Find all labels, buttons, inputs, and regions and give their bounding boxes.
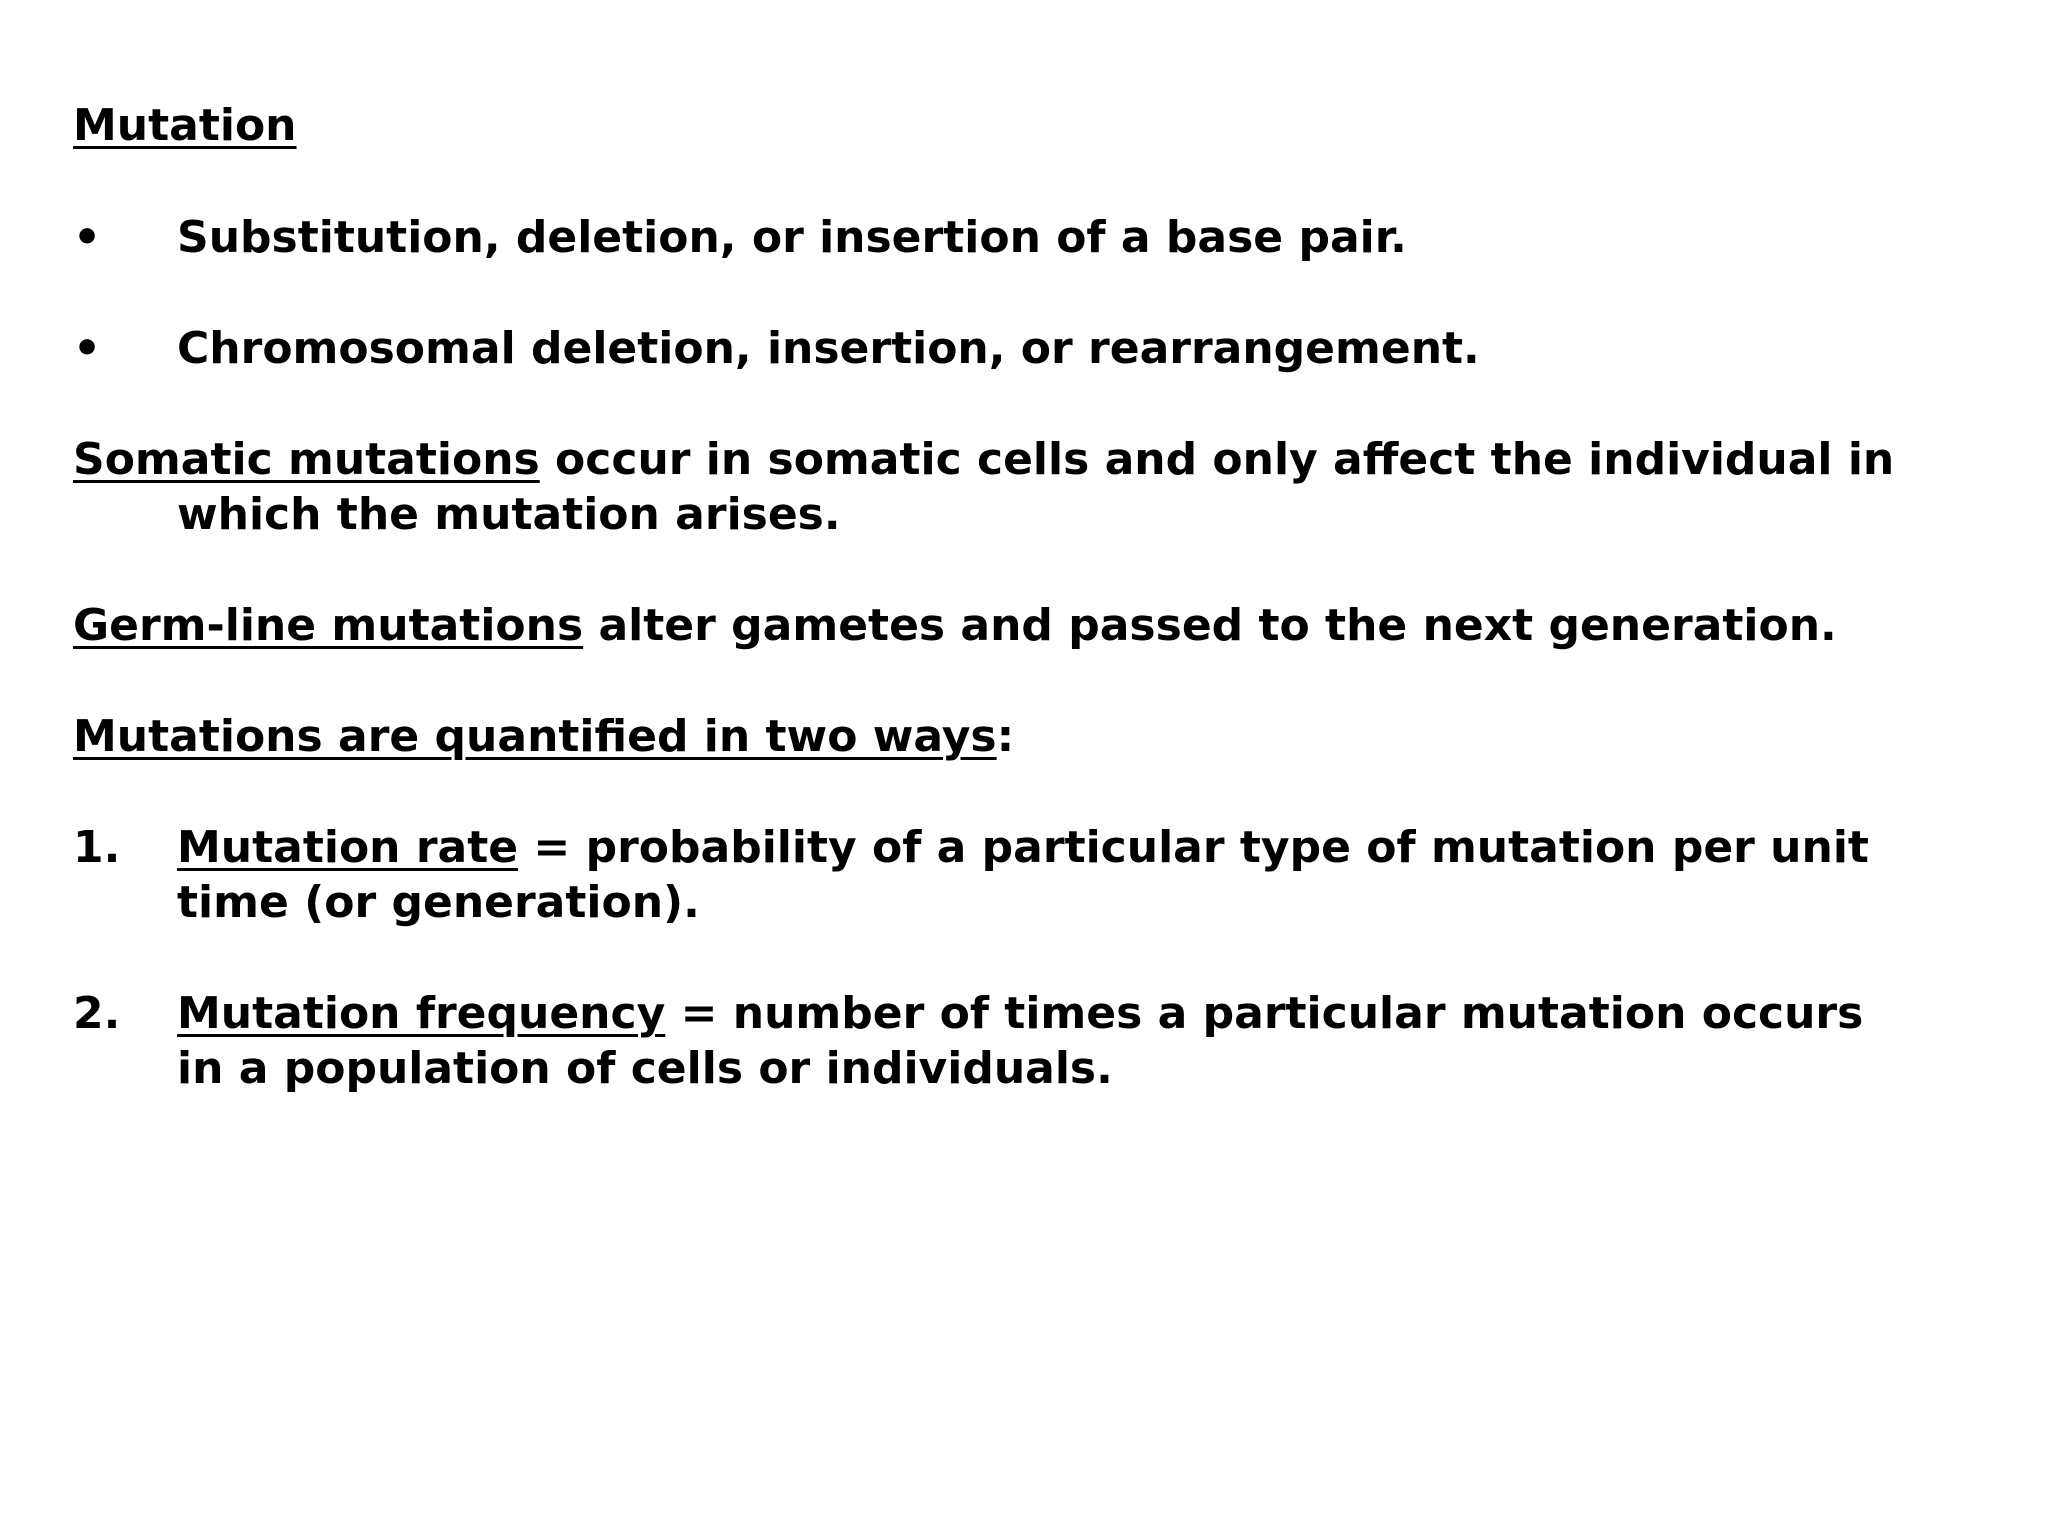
somatic-line-2 [177, 487, 841, 542]
quantified-colon: : [996, 711, 1015, 762]
somatic-text-continued: which the mutation arises. [177, 489, 841, 540]
numbered-item-1-line-2 [177, 875, 700, 930]
bullet-item-chromosomal [73, 321, 1480, 376]
quantified-heading-text: Mutations are quantified in two ways [73, 711, 997, 762]
germline-text: alter gametes and passed to the next generation. [583, 600, 1837, 651]
bullet-marker: • [73, 323, 102, 374]
mutation-frequency-text-continued: in a population of cells or individuals. [177, 1043, 1113, 1094]
mutation-frequency-term: Mutation frequency [177, 988, 666, 1039]
bullet-text: Substitution, deletion, or insertion of a base pair. [177, 212, 1407, 263]
item-number: 2. [73, 988, 121, 1039]
bullet-item-base-pair [73, 210, 1407, 265]
mutation-frequency-text: = number of times a particular mutation occurs [665, 988, 1864, 1039]
mutation-rate-text: = probability of a particular type of mutation per unit [518, 822, 1869, 873]
numbered-item-1-line-1 [73, 820, 1869, 875]
title-text: Mutation [73, 100, 297, 151]
numbered-item-2-line-2 [177, 1041, 1113, 1096]
somatic-line-1 [73, 432, 1894, 487]
quantified-heading [73, 709, 1014, 764]
mutation-rate-text-continued: time (or generation). [177, 877, 700, 928]
germline-line [73, 598, 1837, 653]
somatic-term: Somatic mutations [73, 434, 540, 485]
numbered-item-2-line-1 [73, 986, 1863, 1041]
mutation-rate-term: Mutation rate [177, 822, 519, 873]
bullet-marker: • [73, 212, 102, 263]
slide-title [73, 98, 297, 153]
bullet-text: Chromosomal deletion, insertion, or rearrangement. [177, 323, 1480, 374]
item-number: 1. [73, 822, 121, 873]
germline-term: Germ-line mutations [73, 600, 584, 651]
somatic-text: occur in somatic cells and only affect the individual in [539, 434, 1895, 485]
